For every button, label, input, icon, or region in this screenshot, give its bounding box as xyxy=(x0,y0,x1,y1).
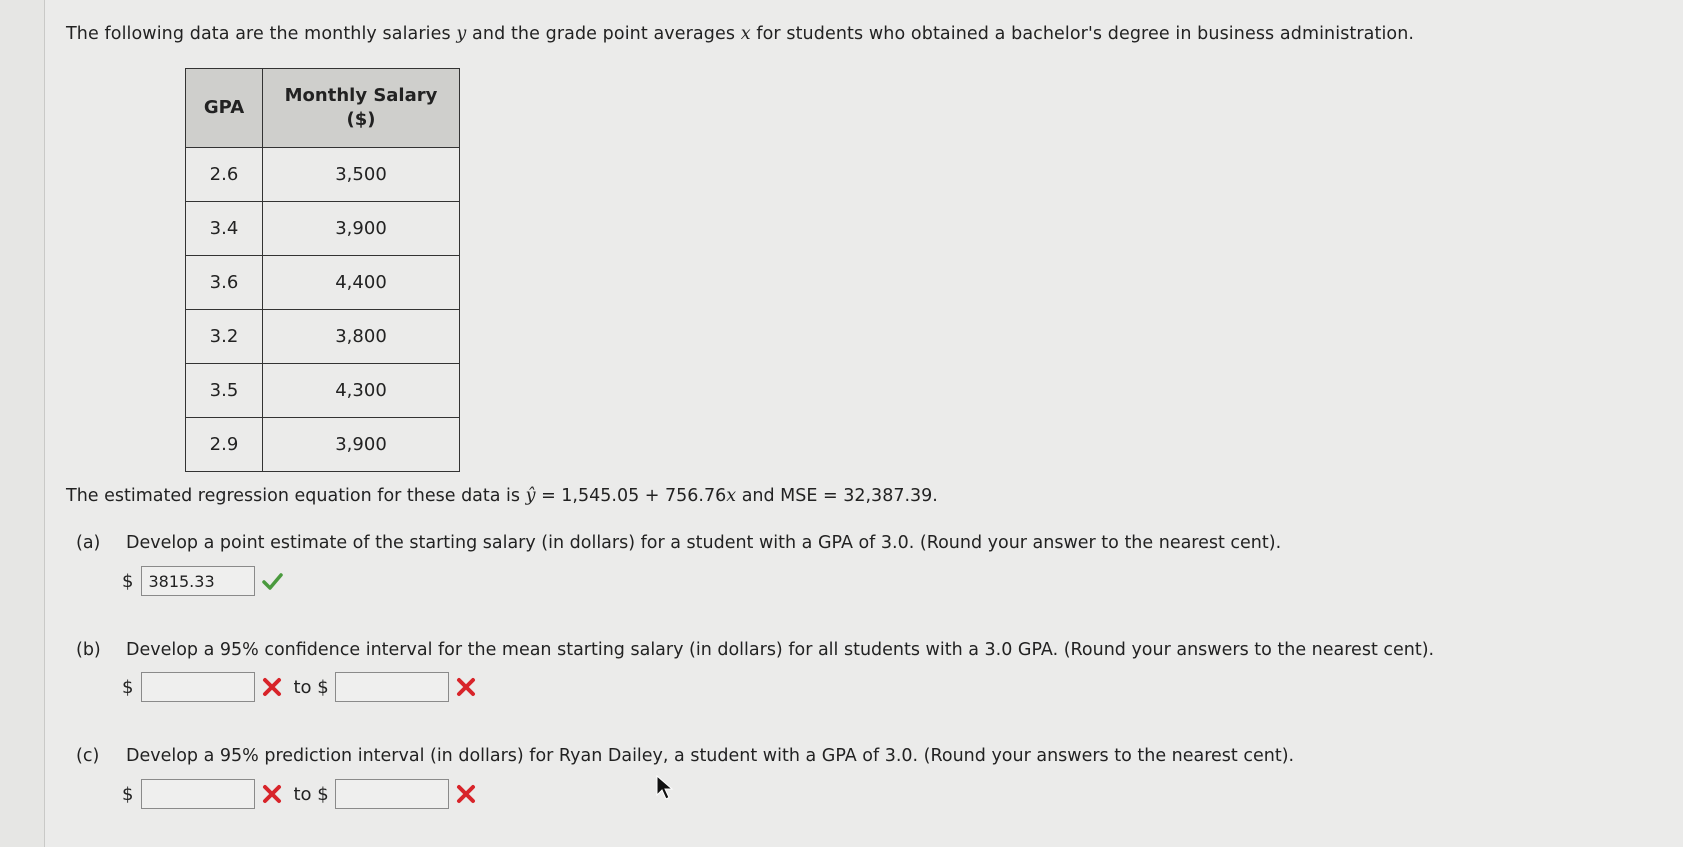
answer-b-lower-input[interactable] xyxy=(141,672,255,702)
gpa-cell: 2.6 xyxy=(186,148,263,202)
gpa-cell: 3.2 xyxy=(186,310,263,364)
cross-icon xyxy=(455,676,477,698)
cross-icon xyxy=(455,783,477,805)
cross-icon xyxy=(261,676,283,698)
cross-icon xyxy=(261,783,283,805)
answer-b-upper-input[interactable] xyxy=(335,672,449,702)
regression-equation: The estimated regression equation for these data is ŷ = 1,545.05 + 756.76x and MSE = 32,387.39. xyxy=(66,486,938,506)
to-label: to $ xyxy=(293,676,329,698)
question-c-text: Develop a 95% prediction interval (in dollars) for Ryan Dailey, a student with a GPA of 3.0. (Round your answers to the nearest cent). xyxy=(126,746,1295,766)
salary-cell: 3,500 xyxy=(263,148,460,202)
answer-c-upper-input[interactable] xyxy=(335,779,449,809)
question-b-label: (b) xyxy=(76,640,101,660)
header-monthly-salary: Monthly Salary ($) xyxy=(263,69,460,148)
dollar-sign: $ xyxy=(122,783,134,805)
answer-c-row xyxy=(122,779,477,809)
checkmark-icon xyxy=(261,570,283,592)
table-row xyxy=(186,256,460,310)
gpa-cell: 3.4 xyxy=(186,202,263,256)
table-row xyxy=(186,202,460,256)
question-c-label: (c) xyxy=(76,746,100,766)
gpa-cell: 3.5 xyxy=(186,364,263,418)
question-b-text: Develop a 95% confidence interval for the mean starting salary (in dollars) for all students with a 3.0 GPA. (Round your answers to the nearest cent). xyxy=(126,640,1435,660)
salary-cell: 3,900 xyxy=(263,202,460,256)
mouse-cursor-icon xyxy=(655,775,675,801)
gpa-cell: 2.9 xyxy=(186,418,263,472)
table-row xyxy=(186,364,460,418)
question-a-label: (a) xyxy=(76,533,101,553)
table-row xyxy=(186,148,460,202)
problem-intro: The following data are the monthly salaries y and the grade point averages x for students who obtained a bachelor's degree in business administration. xyxy=(66,24,1415,44)
salary-cell: 4,400 xyxy=(263,256,460,310)
salary-cell: 3,900 xyxy=(263,418,460,472)
to-label: to $ xyxy=(293,783,329,805)
table-row xyxy=(186,418,460,472)
salary-cell: 3,800 xyxy=(263,310,460,364)
gpa-cell: 3.6 xyxy=(186,256,263,310)
answer-b-row xyxy=(122,672,477,702)
answer-a-input[interactable]: 3815.33 xyxy=(141,566,255,596)
data-table xyxy=(185,68,460,472)
dollar-sign: $ xyxy=(122,676,134,698)
answer-c-lower-input[interactable] xyxy=(141,779,255,809)
salary-cell: 4,300 xyxy=(263,364,460,418)
table-row xyxy=(186,310,460,364)
question-a-text: Develop a point estimate of the starting salary (in dollars) for a student with a GPA of 3.0. (Round your answer to the nearest cent). xyxy=(126,533,1282,553)
answer-a-row xyxy=(122,566,283,596)
header-gpa: GPA xyxy=(186,69,263,148)
dollar-sign: $ xyxy=(122,570,134,592)
